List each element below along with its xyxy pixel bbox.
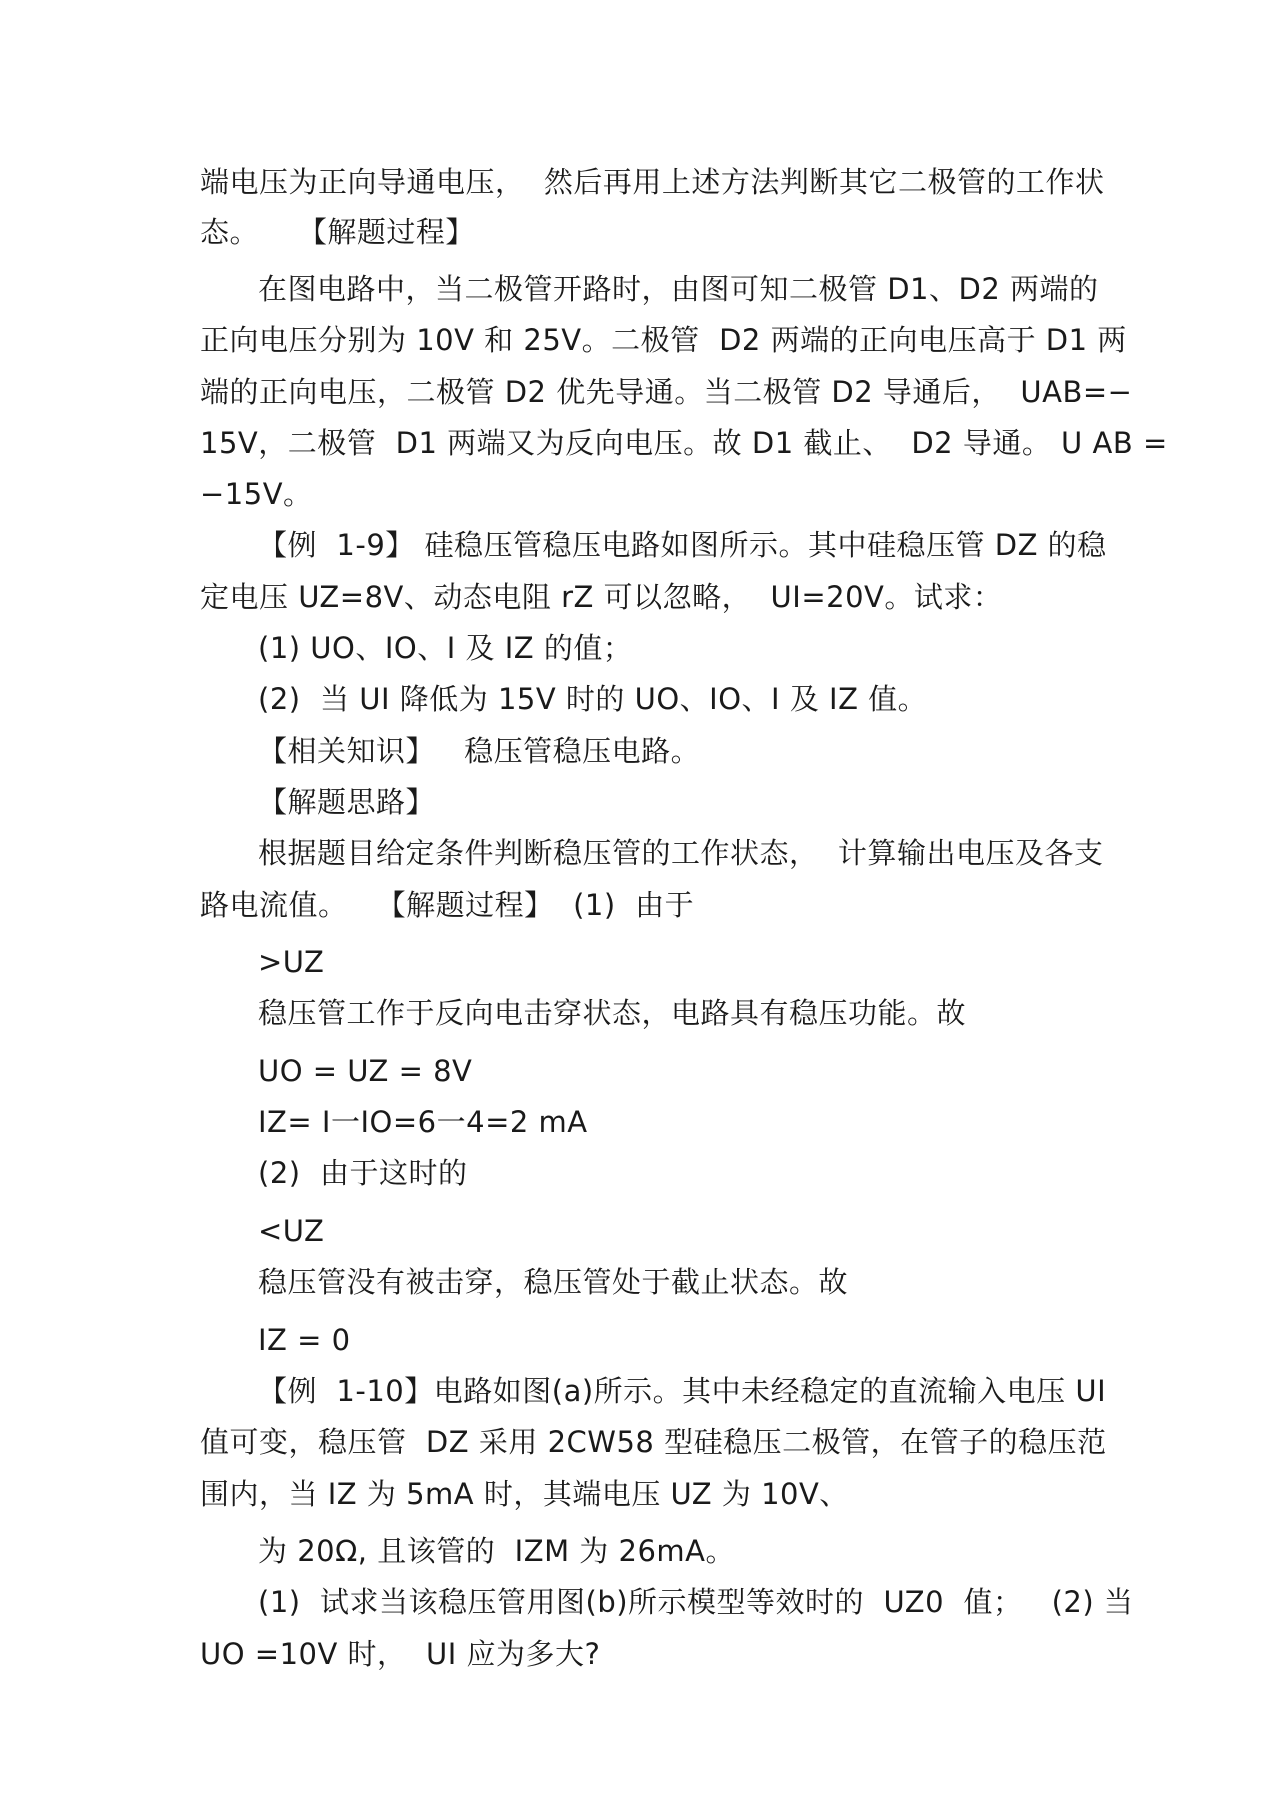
text-line: UO = UZ = 8V bbox=[258, 1054, 473, 1088]
text-line: 围内，当 IZ 为 5mA 时，其端电压 UZ 为 10V、 bbox=[200, 1477, 849, 1511]
text-line: 【相关知识】 稳压管稳压电路。 bbox=[258, 734, 701, 768]
text-line: 端的正向电压，二极管 D2 优先导通。当二极管 D2 导通后， UAB=− bbox=[200, 375, 1133, 409]
text-line: 定电压 UZ=8V、动态电阻 rZ 可以忽略， UI=20V。试求： bbox=[200, 580, 1003, 614]
text-line: (2) 当 UI 降低为 15V 时的 UO、IO、I 及 IZ 值。 bbox=[258, 682, 928, 716]
text-line: 为 20Ω, 且该管的 IZM 为 26mA。 bbox=[258, 1534, 736, 1568]
text-line: 在图电路中，当二极管开路时，由图可知二极管 D1、D2 两端的 bbox=[258, 272, 1099, 306]
text-line: 端电压为正向导通电压， 然后再用上述方法判断其它二极管的工作状 bbox=[200, 165, 1105, 199]
text-line: 15V，二极管 D1 两端又为反向电压。故 D1 截止、 D2 导通。 U AB = bbox=[200, 426, 1168, 460]
text-line: 值可变，稳压管 DZ 采用 2CW58 型硅稳压二极管，在管子的稳压范 bbox=[200, 1425, 1107, 1459]
text-line: 【解题思路】 bbox=[258, 785, 436, 819]
text-line: 【例 1-9】 硅稳压管稳压电路如图所示。其中硅稳压管 DZ 的稳 bbox=[258, 528, 1107, 562]
text-line: <UZ bbox=[258, 1214, 325, 1248]
text-line: IZ= I一IO=6一4=2 mA bbox=[258, 1105, 588, 1139]
text-line: 态。 【解题过程】 bbox=[200, 215, 475, 249]
text-line: 根据题目给定条件判断稳压管的工作状态， 计算输出电压及各支 bbox=[258, 836, 1104, 870]
text-line: 稳压管工作于反向电击穿状态，电路具有稳压功能。故 bbox=[258, 996, 967, 1030]
text-line: 【例 1-10】电路如图(a)所示。其中未经稳定的直流输入电压 UI bbox=[258, 1374, 1107, 1408]
text-line: (1) 试求当该稳压管用图(b)所示模型等效时的 UZ0 值； (2) 当 bbox=[258, 1585, 1134, 1619]
text-line: 路电流值。 【解题过程】 (1) 由于 bbox=[200, 888, 695, 922]
text-line: IZ = 0 bbox=[258, 1323, 351, 1357]
text-line: (2) 由于这时的 bbox=[258, 1156, 468, 1190]
text-line: −15V。 bbox=[200, 477, 313, 511]
text-line: (1) UO、IO、I 及 IZ 的值； bbox=[258, 631, 633, 665]
text-line: 正向电压分别为 10V 和 25V。二极管 D2 两端的正向电压高于 D1 两 bbox=[200, 323, 1127, 357]
text-line: >UZ bbox=[258, 945, 325, 979]
text-line: 稳压管没有被击穿，稳压管处于截止状态。故 bbox=[258, 1265, 849, 1299]
text-line: UO =10V 时， UI 应为多大? bbox=[200, 1637, 601, 1671]
